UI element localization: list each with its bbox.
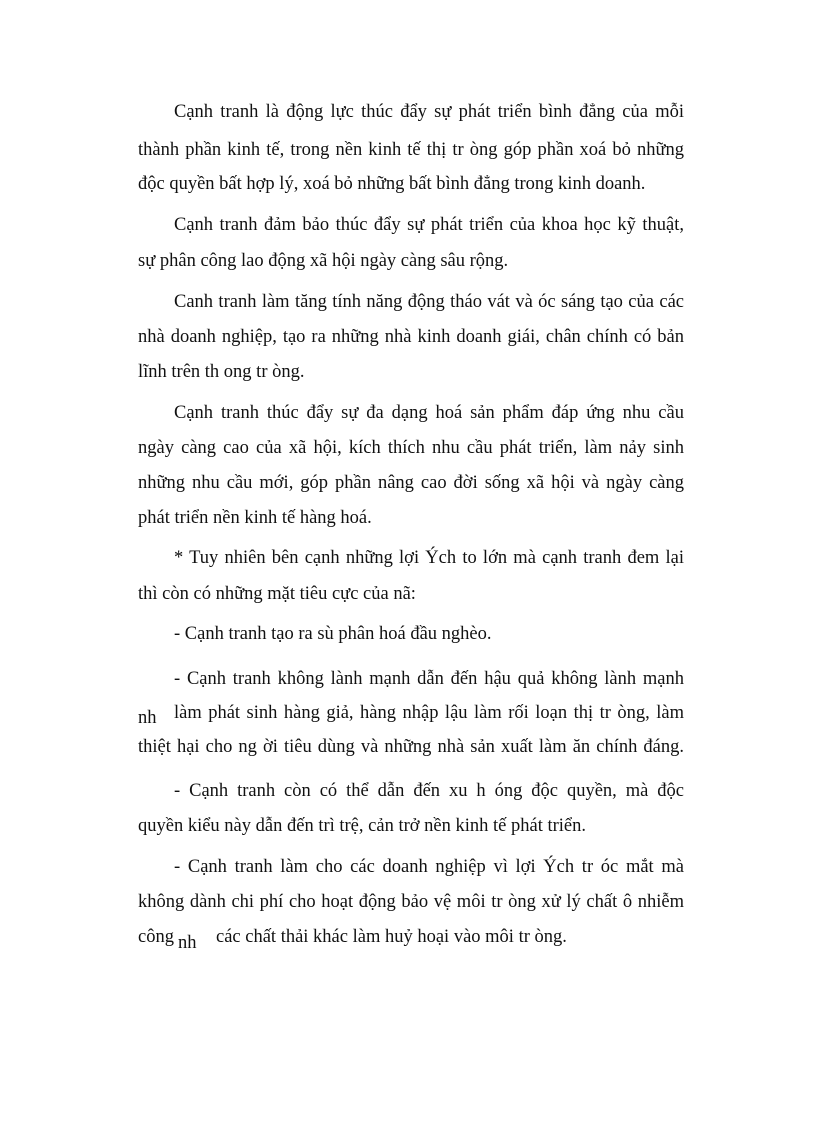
paragraph-3-line-3: lĩnh trên th ong tr òng. (138, 362, 305, 382)
paragraph-4-line-3: những nhu cầu mới, góp phần nâng cao đời sống xã hội và ngày càng (138, 473, 684, 493)
paragraph-9-line-3-start: công (138, 927, 174, 947)
paragraph-4-line-4: phát triển nền kinh tế hàng hoá. (138, 508, 372, 528)
paragraph-9-line-1: - Cạnh tranh làm cho các doanh nghiệp vì lợi Ých tr óc mắt mà (174, 857, 684, 877)
paragraph-7-line-1: - Cạnh tranh không lành mạnh dẫn đến hậu quả không lành mạnh (174, 669, 684, 689)
paragraph-9-line-3-end: các chất thải khác làm huỷ hoại vào môi tr òng. (216, 927, 567, 947)
paragraph-2-line-2: sự phân công lao động xã hội ngày càng sâu rộng. (138, 251, 509, 271)
paragraph-7-fragment: nh (138, 708, 157, 728)
paragraph-1-line-3: độc quyền bất hợp lý, xoá bỏ những bất bình đẳng trong kinh doanh. (138, 174, 646, 194)
paragraph-3-line-2: nhà doanh nghiệp, tạo ra những nhà kinh doanh giái, chân chính có bản (138, 327, 684, 347)
paragraph-6-line-1: - Cạnh tranh tạo ra sù phân hoá đầu nghèo. (174, 624, 492, 644)
paragraph-4-line-1: Cạnh tranh thúc đẩy sự đa dạng hoá sản phẩm đáp ứng nhu cầu (174, 403, 684, 423)
paragraph-1-line-1: Cạnh tranh là động lực thúc đẩy sự phát triển bình đẳng của mỗi (174, 102, 684, 122)
paragraph-9-fragment: nh (178, 933, 197, 953)
paragraph-4-line-2: ngày càng cao của xã hội, kích thích nhu cầu phát triển, làm nảy sinh (138, 438, 684, 458)
paragraph-8-line-1: - Cạnh tranh còn có thể dẫn đến xu h óng độc quyền, mà độc (174, 781, 684, 801)
paragraph-2-line-1: Cạnh tranh đảm bảo thúc đẩy sự phát triển của khoa học kỹ thuật, (174, 215, 684, 235)
paragraph-7-line-2: làm phát sinh hàng giả, hàng nhập lậu làm rối loạn thị tr òng, làm (174, 703, 684, 723)
paragraph-8-line-2: quyền kiểu này dẫn đến trì trệ, cản trở nền kinh tế phát triển. (138, 816, 586, 836)
paragraph-1-line-2: thành phần kinh tế, trong nền kinh tế thị tr òng góp phần xoá bỏ những (138, 140, 684, 160)
paragraph-5-line-1: * Tuy nhiên bên cạnh những lợi Ých to lớn mà cạnh tranh đem lại (174, 548, 684, 568)
paragraph-9-line-2: không dành chi phí cho hoạt động bảo vệ môi tr òng xử lý chất ô nhiễm (138, 892, 684, 912)
paragraph-5-line-2: thì còn có những mặt tiêu cực của nã: (138, 584, 416, 604)
paragraph-7-line-3: thiệt hại cho ng ời tiêu dùng và những nhà sản xuất làm ăn chính đáng. (138, 737, 684, 757)
paragraph-3-line-1: Canh tranh làm tăng tính năng động tháo vát và óc sáng tạo của các (174, 292, 684, 312)
